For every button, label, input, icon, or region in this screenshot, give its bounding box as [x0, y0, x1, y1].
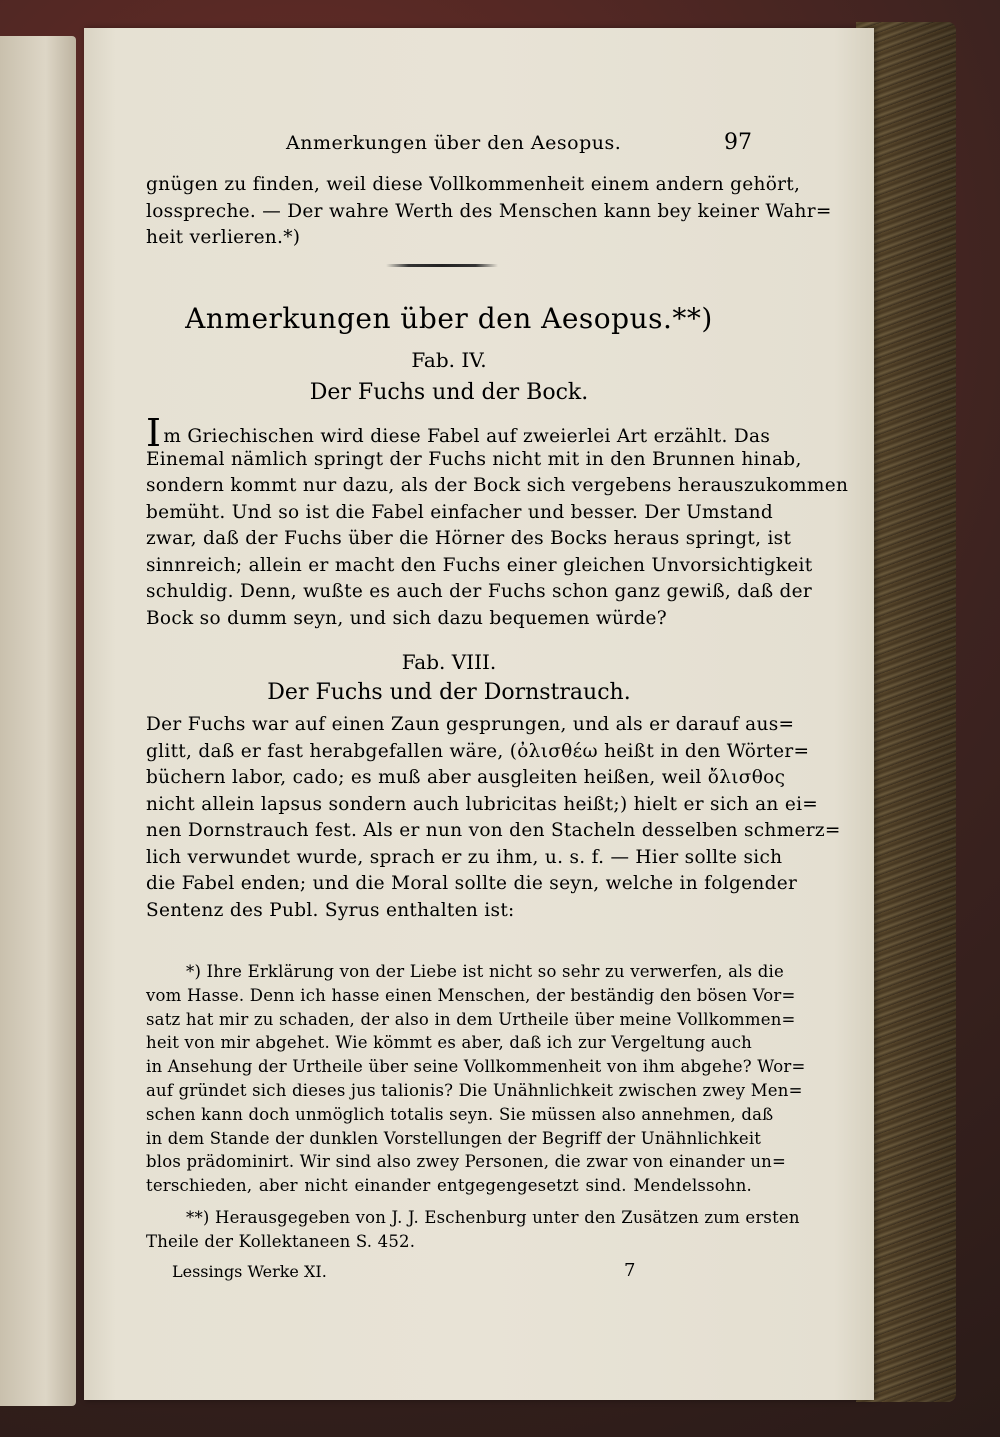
text-line: sondern kommt nur dazu, als der Bock sich vergebens herauszukommen — [146, 475, 849, 496]
text-line: bemüht. Und so ist die Fabel einfacher und besser. Der Umstand — [146, 501, 774, 523]
text-line: schuldig. Denn, wußte es auch der Fuchs schon ganz gewiß, daß der — [146, 581, 813, 602]
intro-paragraph — [146, 172, 832, 252]
fable-paragraph — [146, 712, 841, 924]
text-line: vom Hasse. Denn ich hasse einen Menschen, der beständig den bösen Vor= — [146, 985, 796, 1005]
text-line: blos prädominirt. Wir sind also zwey Personen, die zwar von einander un= — [146, 1152, 787, 1172]
text-line: *) Ihre Erklärung von der Liebe ist nicht so sehr zu verwerfen, als die — [186, 962, 784, 981]
page-number: 97 — [724, 130, 752, 155]
text-line: zwar, daß der Fuchs über die Hörner des Bocks heraus springt, ist — [146, 528, 792, 549]
sheet-number: 7 — [624, 1260, 636, 1281]
fable-number: Fab. VIII. — [401, 650, 497, 674]
footnote-1 — [146, 960, 806, 1198]
text-line: terschieden, aber nicht einander entgegengesetzt sind. Mendelssohn. — [146, 1176, 752, 1196]
printer-signature: Lessings Werke XI. — [172, 1262, 327, 1281]
text-line: sinnreich; allein er macht den Fuchs einer gleichen Unvorsichtigkeit — [146, 554, 813, 576]
text-line-rest: m Griechischen wird diese Fabel auf zweierlei Art erzählt. Das — [163, 426, 771, 447]
page-header — [146, 132, 752, 164]
text-line: in Ansehung der Urtheile über seine Vollkommenheit von ihm abgehe? Wor= — [146, 1057, 806, 1077]
section-rule — [386, 264, 498, 267]
text-line: gnügen zu finden, weil diese Vollkommenheit einem andern gehört, — [146, 174, 801, 195]
text-line: die Fabel enden; und die Moral sollte die seyn, welche in folgender — [146, 873, 798, 894]
text-line: Bock so dumm seyn, und sich dazu bequemen würde? — [146, 607, 668, 629]
left-page-edge — [0, 36, 76, 1406]
footnote-2 — [146, 1206, 800, 1254]
fable-number: Fab. IV. — [411, 348, 487, 372]
text-line — [146, 411, 771, 455]
text-line: heit verlieren.*) — [146, 227, 301, 248]
text-line: Der Fuchs war auf einen Zaun gesprungen, und als er darauf aus= — [146, 714, 795, 735]
running-head: Anmerkungen über den Aesopus. — [286, 132, 622, 154]
text-line: satz hat mir zu schaden, der also in dem Urtheile über meine Vollkommen= — [146, 1009, 796, 1029]
fable-heading: Der Fuchs und der Bock. — [309, 380, 589, 405]
text-line: nicht allein lapsus sondern auch lubricitas heißt;) hielt er sich an ei= — [146, 793, 819, 815]
text-line: losspreche. — Der wahre Werth des Menschen kann bey keiner Wahr= — [146, 200, 832, 222]
section-title: Anmerkungen über den Aesopus.**) — [185, 302, 713, 335]
text-line: auf gründet sich dieses jus talionis? Die Unähnlichkeit zwischen zwey Men= — [146, 1080, 803, 1100]
text-line: Theile der Kollektaneen S. 452. — [146, 1231, 416, 1251]
text-line: nen Dornstrauch fest. Als er nun von den Stacheln desselben schmerz= — [146, 820, 841, 841]
fable-paragraph — [146, 411, 849, 632]
drop-cap: I — [146, 411, 162, 455]
text-line: Sentenz des Publ. Syrus enthalten ist: — [146, 899, 515, 921]
text-line: glitt, daß er fast herabgefallen wäre, (ὀλισθέω heißt in den Wörter= — [146, 740, 810, 762]
text-line: schen kann doch unmöglich totalis seyn. Sie müssen also annehmen, daß — [146, 1104, 774, 1124]
text-line: heit von mir abgehet. Wie kömmt es aber, daß ich zur Vergeltung auch — [146, 1033, 753, 1053]
text-line: lich verwundet wurde, sprach er zu ihm, u. s. f. — Hier sollte sich — [146, 846, 783, 868]
text-line: büchern labor, cado; es muß aber ausgleiten heißen, weil ὄλισθος — [146, 767, 786, 788]
text-line: Einemal nämlich springt der Fuchs nicht mit in den Brunnen hinab, — [146, 448, 802, 470]
text-line: in dem Stande der dunklen Vorstellungen der Begriff der Unähnlichkeit — [146, 1128, 762, 1148]
fable-heading: Der Fuchs und der Dornstrauch. — [267, 680, 631, 705]
text-line: **) Herausgegeben von J. J. Eschenburg unter den Zusätzen zum ersten — [186, 1208, 800, 1227]
